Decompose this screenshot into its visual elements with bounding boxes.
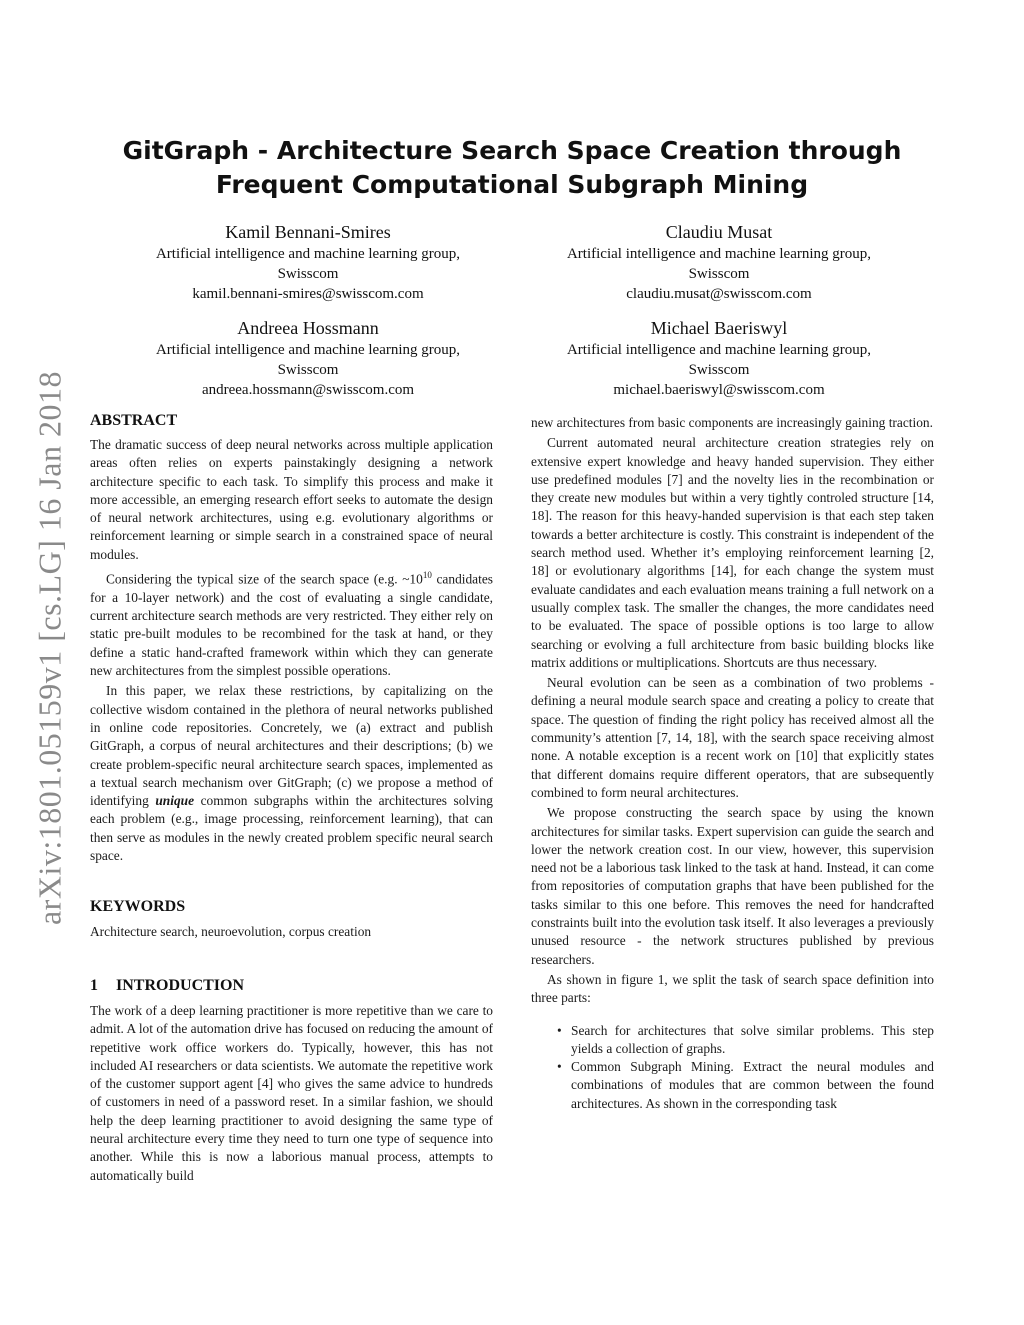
abstract-paragraph: The dramatic success of deep neural networks across multiple application areas often relies on experts painstakingly designing a network architecture specific to each task. To simplify this process and make it more accessible, an emerging research effort seeks to automate the design of neural network architectures, using e.g. evolutionary algorithms or reinforcement learning or simple search in a constrained space of neural modules. bbox=[90, 437, 493, 562]
author-affiliation: Swisscom bbox=[277, 266, 339, 282]
bullet-icon: • bbox=[557, 1022, 562, 1038]
author-name: Michael Baeriswyl bbox=[650, 318, 788, 338]
abstract-paragraph: Considering the typical size of the search space (e.g. $\sim 10^{10}$ candidates for a 10-layer network) and the cost of evaluating a single candidate, current architecture search methods are very restricted. They either rely on static pre-built modules to be recombined for the task at hand, or they define a static hand-crafted framework within which they can generate new architectures from the simplest possible operations. bbox=[90, 570, 493, 679]
introduction-body bbox=[90, 1002, 493, 1185]
abstract-paragraph: In this paper, we relax these restrictions, by capitalizing on the collective wisdom contained in the plethora of neural networks published in online code repositories. Concretely, we (a) extract and publish GitGraph, a corpus of neural architectures and their descriptions; (b) we create problem-specific neural architecture search spaces, implemented as a textual search mechanism over GitGraph; (c) we propose a method of identifying unique common subgraphs within the architectures solving each problem (e.g., image processing, reinforcement learning), that can then serve as modules in the newly created problem specific neural search space. bbox=[90, 683, 493, 863]
keywords-heading: KEYWORDS bbox=[90, 898, 186, 915]
paper-title bbox=[0, 134, 1024, 202]
intro-paragraph: The work of a deep learning practitioner is more repetitive than we care to admit. A lot of the automation drive has focused on reducing the amount of repetitive work office workers do. Typically, however, this has not included AI researchers or data scientists. We automate the repetitive work of the customer support agent [4] who gives the same advice to hundreds of customers in need of a password reset. In a similar fashion, we should help the deep learning practitioner to avoid designing the same type of neural architecture every time they need to turn one type of sequence into another. While this is now a laborious manual process, attempts to automatically build bbox=[90, 1003, 493, 1183]
emphasis-unique: unique bbox=[155, 793, 195, 809]
arxiv-identifier: arXiv:1801.05159v1 [cs.LG] 16 Jan 2018 bbox=[31, 370, 68, 926]
author-name: Andreea Hossmann bbox=[237, 318, 379, 338]
bullet-list bbox=[531, 1022, 934, 1113]
section-heading-introduction: 1 INTRODUCTION bbox=[90, 977, 245, 994]
author-name: Kamil Bennani-Smires bbox=[225, 222, 391, 242]
body-paragraph: Current automated neural architecture creation strategies rely on extensive expert knowledge and heavy handed supervision. They either use predefined modules [7] and the novelty lies in the recombination or they create new modules but within a very tightly controled structure [14, 18]. The reason for this heavy-handed supervision is that each step taken towards a better architecture is costly. This constraint is independent of the search method used. Whether it’s employing reinforcement learning [2, 18] or evolutionary algorithms [14], for each change the system must evaluate candidates and each evaluation means training a full network on a usually complex task. The smaller the changes, the more candidates need to be evaluated. The space of possible options is too large to allow searching or evolving a full architecture from basic building blocks like matrix additions or multiplications. Shortcuts are thus necessary. bbox=[531, 435, 934, 670]
author-affiliation: Swisscom bbox=[277, 362, 339, 378]
author-affiliation: Swisscom bbox=[688, 266, 750, 282]
author-email: michael.baeriswyl@swisscom.com bbox=[613, 382, 825, 398]
list-item: • Search for architectures that solve similar problems. This step yields a collection of graphs. bbox=[557, 1022, 934, 1056]
author-email: andreea.hossmann@swisscom.com bbox=[201, 382, 415, 398]
author-affiliation: Artificial intelligence and machine learning group, bbox=[566, 246, 872, 262]
body-paragraph: As shown in figure 1, we split the task of search space definition into three parts: bbox=[531, 971, 934, 1006]
abstract-body bbox=[90, 436, 493, 865]
title-line-2: Frequent Computational Subgraph Mining bbox=[215, 170, 809, 199]
bullet-icon: • bbox=[557, 1059, 562, 1075]
title-line-1: GitGraph - Architecture Search Space Creation through bbox=[122, 136, 902, 165]
author-affiliation: Artificial intelligence and machine learning group, bbox=[566, 342, 872, 358]
keywords-text: Architecture search, neuroevolution, corpus creation bbox=[90, 924, 372, 939]
author-block bbox=[529, 316, 909, 400]
author-affiliation: Swisscom bbox=[688, 362, 750, 378]
body-paragraph: We propose constructing the search space by using the known architectures for similar tasks. Expert supervision can guide the search and lower the network creation cost. In our view, however, this supervision need not be a laborious task linked to the task at hand. Instead, it can come from repositories of computation graphs that have been published for the tasks similar to this one before. This removes the need for handcrafted constraints built into the evolution task itself. It also leverages a previously unused resource - the network structures published by previous researchers. bbox=[531, 805, 934, 967]
author-block bbox=[529, 220, 909, 304]
abstract-heading: ABSTRACT bbox=[90, 412, 178, 429]
author-email: claudiu.musat@swisscom.com bbox=[626, 286, 812, 302]
right-column-body bbox=[531, 414, 934, 1113]
author-affiliation: Artificial intelligence and machine learning group, bbox=[155, 342, 461, 358]
author-name: Claudiu Musat bbox=[665, 222, 773, 242]
list-item: • Common Subgraph Mining. Extract the neural modules and combinations of modules that are common between the found architectures. As shown in the corresponding task bbox=[557, 1059, 934, 1111]
author-block bbox=[118, 220, 498, 304]
author-email: kamil.bennani-smires@swisscom.com bbox=[192, 286, 424, 302]
body-paragraph: Neural evolution can be seen as a combination of two problems - defining a neural module search space and creating a policy to create that space. The question of finding the right policy has received almost all the community’s attention [7, 14, 18], with the search space receiving almost none. A notable exception is a recent work on [10] that explicitly states that different domains require different operators, that are subsequently combined to form neural architectures. bbox=[531, 675, 934, 800]
author-affiliation: Artificial intelligence and machine learning group, bbox=[155, 246, 461, 262]
body-paragraph: new architectures from basic components are increasingly gaining traction. bbox=[531, 415, 933, 430]
author-block bbox=[118, 316, 498, 400]
